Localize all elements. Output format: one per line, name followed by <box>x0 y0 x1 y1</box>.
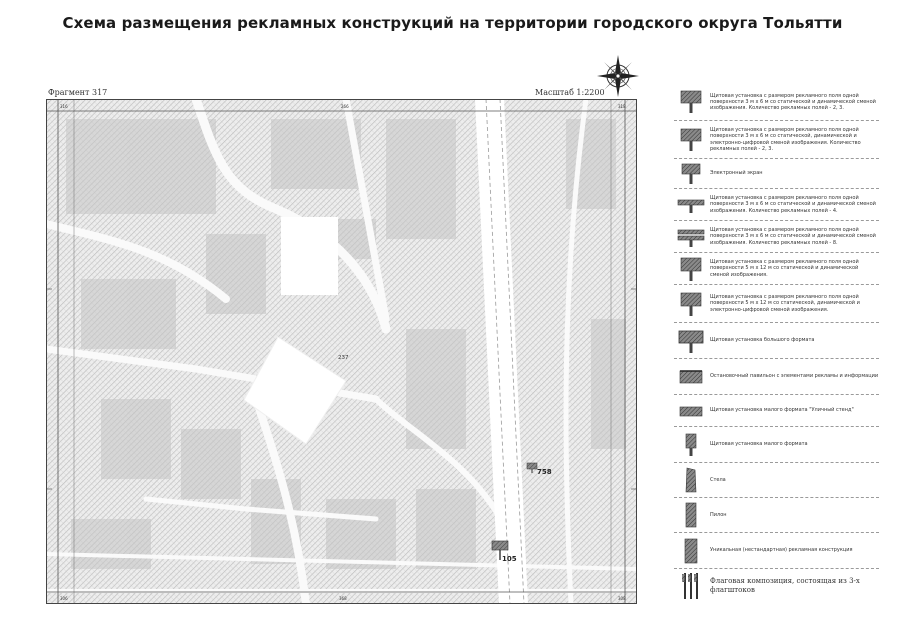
legend-item-electronic-screen: Электронный экран <box>674 159 879 189</box>
map-fragment[interactable] <box>46 99 637 604</box>
grid-number-top-left: 316 <box>60 104 68 109</box>
grid-number-bottom-center: 368 <box>339 596 347 601</box>
grid-number-top-right: 318 <box>618 104 626 109</box>
billboard-5x12-static-icon <box>674 256 708 282</box>
legend-item-pylon: Пилон <box>674 498 879 533</box>
page-title: Схема размещения рекламных конструкций на территории городского округа Тольятти <box>62 14 843 32</box>
billboard-3x6-digital-icon <box>674 127 708 153</box>
grid-number-top-center: 266 <box>341 104 349 109</box>
legend-item-large-format: Щитовая установка большого формата <box>674 323 879 359</box>
grid-number-bottom-left: 306 <box>60 596 68 601</box>
legend-item-billboard-eight-fields: Щитовая установка с размером рекламного поля одной поверхности 3 м х 6 м со статической и динамической сменой изображения. Количество рекламных полей - 8. <box>674 221 879 253</box>
stele-icon <box>674 466 708 494</box>
billboard-3x6-static-icon <box>674 89 708 115</box>
legend-item-billboard-3x6-static: Щитовая установка с размером рекламного поля одной поверхности 3 м х 6 м со статической и динамической сменой изображения. Количество рекламных полей - 2, 3. <box>674 84 879 121</box>
billboard-3x6-eight-fields-icon <box>674 226 708 248</box>
billboard-5x12-digital-icon <box>674 291 708 317</box>
grid-number-bottom-right: 308 <box>618 596 626 601</box>
map-canvas <box>46 99 637 604</box>
pylon-icon <box>674 501 708 529</box>
legend-item-billboard-5x12-digital: Щитовая установка с размером рекламного поля одной поверхности 5 м х 12 м со статической, динамической и электронно-цифровой сменой изображения. <box>674 285 879 323</box>
billboard-3x6-icon <box>492 541 508 550</box>
legend-item-pavilion: Остановочный павильон с элементами рекламы и информации <box>674 359 879 395</box>
construction-label-758: 758 <box>537 468 552 476</box>
legend-item-billboard-four-fields: Щитовая установка с размером рекламного поля одной поверхности 3 м х 6 м со статической и динамической сменой изображения. Количество рекламных полей - 4. <box>674 189 879 221</box>
white-parcel-north <box>281 217 338 295</box>
legend-item-city-format: Щитовая установка малого формата "Уличный стенд" <box>674 395 879 427</box>
fragment-label: Фрагмент 317 <box>48 88 108 97</box>
parcel-label-237: 237 <box>338 355 349 361</box>
legend-item-unique-construction: Уникальная (нестандартная) рекламная конструкция <box>674 533 879 569</box>
flag-composition-icon <box>674 571 708 601</box>
billboard-small-icon <box>527 463 537 469</box>
construction-label-105: 105 <box>502 555 517 563</box>
scale-label: Масштаб 1:2200 <box>535 88 605 97</box>
large-format-billboard-icon <box>674 328 708 354</box>
unique-construction-icon <box>674 537 708 565</box>
legend-item-flag-composition: Флаговая композиция, состоящая из 3-х флагштоков <box>674 569 879 603</box>
legend-item-billboard-5x12-static: Щитовая установка с размером рекламного поля одной поверхности 5 м х 12 м со статической и динамической сменой изображения. <box>674 253 879 285</box>
pavilion-icon <box>674 368 708 386</box>
legend-item-stele: Стела <box>674 463 879 498</box>
electronic-screen-icon <box>674 162 708 186</box>
small-format-icon <box>674 432 708 458</box>
legend <box>674 84 879 603</box>
legend-item-small-format: Щитовая установка малого формата <box>674 427 879 463</box>
city-format-icon <box>674 404 708 418</box>
billboard-3x6-four-fields-icon <box>674 195 708 215</box>
legend-item-billboard-3x6-digital: Щитовая установка с размером рекламного поля одной поверхности 3 м х 6 м со статической, динамической и электронно-цифровой сменой изображения. Количество рекламных полей - 2, 3. <box>674 121 879 159</box>
